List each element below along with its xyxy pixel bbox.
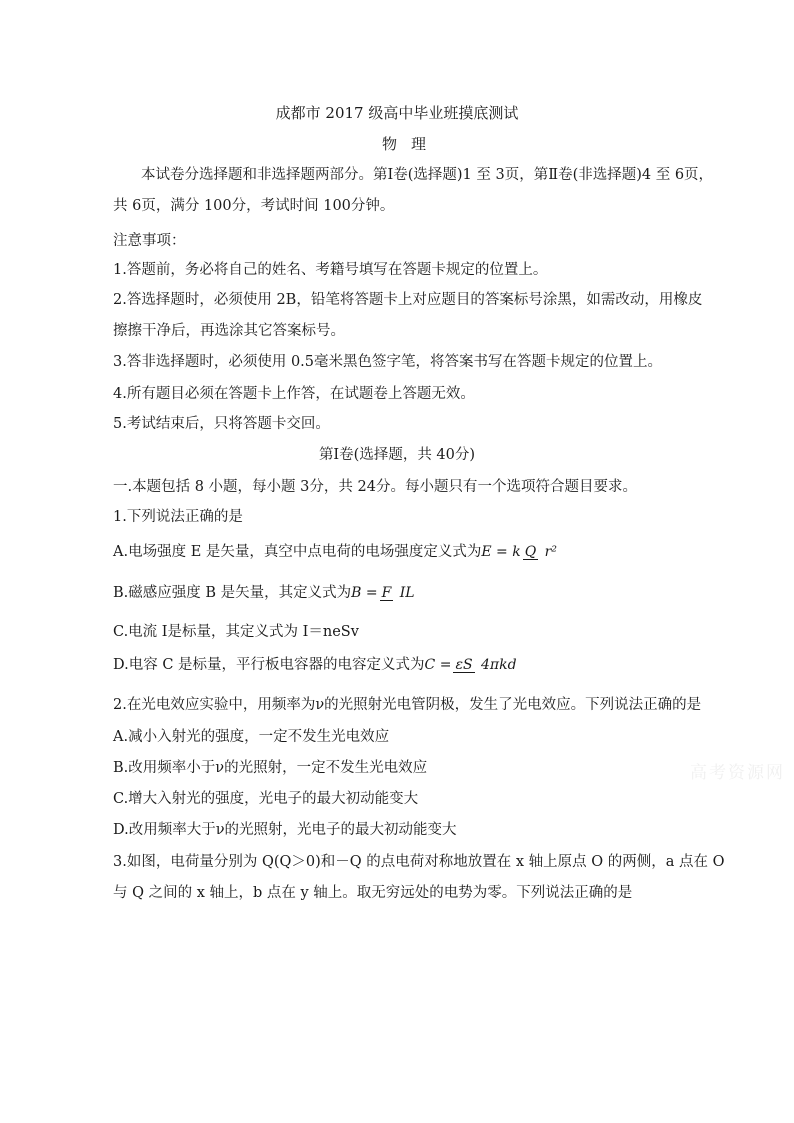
question-2-option: B.改用频率小于ν的光照射，一定不发生光电效应 — [113, 760, 428, 776]
watermark: 高考资源网 — [690, 763, 785, 783]
question-1-option-a — [113, 535, 561, 569]
note-item: 5.考试结束后，只将答题卡交回。 — [113, 416, 330, 432]
note-item: 3.答非选择题时，必须使用 0.5毫米黑色签字笔，将答案书写在答题卡规定的位置上。 — [113, 354, 663, 370]
question-2-option: C.增大入射光的强度，光电子的最大初动能变大 — [113, 791, 419, 807]
option-d-fraction — [453, 658, 518, 673]
question-3-line-1: 3.如图，电荷量分别为 Q(Q＞0)和－Q 的点电荷对称地放置在 x 轴上原点 O 的两侧，a 点在 O — [113, 854, 725, 870]
note-item: 4.所有题目必须在答题卡上作答，在试题卷上答题无效。 — [113, 386, 475, 402]
option-d-numerator: εS — [455, 656, 473, 673]
question-1-option-c: C.电流 I是标量，其定义式为 I＝neSv — [113, 624, 359, 640]
option-a-formula-lhs: E = k — [481, 544, 521, 560]
section-instructions: 一.本题包括 8 小题，每小题 3分，共 24分。每小题只有一个选项符合题目要求。 — [113, 479, 637, 495]
question-1-option-d — [113, 648, 521, 682]
option-b-numerator: F — [381, 584, 392, 601]
question-2-option: A.减小入射光的强度，一定不发生光电效应 — [113, 729, 390, 745]
option-a-denominator: r² — [544, 543, 557, 560]
intro-line-1: 本试卷分选择题和非选择题两部分。第Ⅰ卷(选择题)1 至 3页，第Ⅱ卷(非选择题)4 至 6页， — [141, 167, 714, 183]
option-d-denominator: 4πkd — [481, 656, 517, 673]
question-2-stem: 2.在光电效应实验中，用频率为ν的光照射光电管阴极，发生了光电效应。下列说法正确的是 — [113, 697, 702, 713]
notes-heading: 注意事项： — [113, 233, 186, 249]
intro-line-2: 共 6页，满分 100分，考试时间 100分钟。 — [113, 198, 395, 214]
option-b-fraction — [380, 586, 417, 601]
exam-title: 成都市 2017 级高中毕业班摸底测试 — [275, 104, 519, 122]
option-a-fraction — [523, 545, 559, 560]
question-1-stem: 1.下列说法正确的是 — [113, 509, 243, 525]
section-title: 第Ⅰ卷(选择题，共 40分) — [318, 447, 476, 463]
option-b-formula-lhs: B = — [351, 585, 378, 601]
note-item: 擦擦干净后，再选涂其它答案标号。 — [113, 323, 345, 339]
option-d-formula-lhs: C = — [424, 657, 452, 673]
option-b-denominator: IL — [399, 584, 415, 601]
note-item: 2.答选择题时，必须使用 2B，铅笔将答题卡上对应题目的答案标号涂黑，如需改动，用橡皮 — [113, 292, 703, 308]
option-a-numerator: Q — [524, 543, 537, 560]
note-item: 1.答题前，务必将自己的姓名、考籍号填写在答题卡规定的位置上。 — [113, 262, 548, 278]
option-b-text: B.磁感应强度 B 是矢量，其定义式为 — [113, 585, 352, 601]
option-a-text: A.电场强度 E 是矢量，真空中点电荷的电场强度定义式为 — [113, 544, 482, 560]
question-2-option: D.改用频率大于ν的光照射，光电子的最大初动能变大 — [113, 822, 457, 838]
option-d-text: D.电容 C 是标量，平行板电容器的电容定义式为 — [113, 657, 425, 673]
question-3-line-2: 与 Q 之间的 x 轴上，b 点在 y 轴上。取无穷远处的电势为零。下列说法正确的是 — [113, 885, 633, 901]
subject-title: 物理 — [381, 135, 440, 153]
question-1-option-b — [113, 576, 419, 610]
